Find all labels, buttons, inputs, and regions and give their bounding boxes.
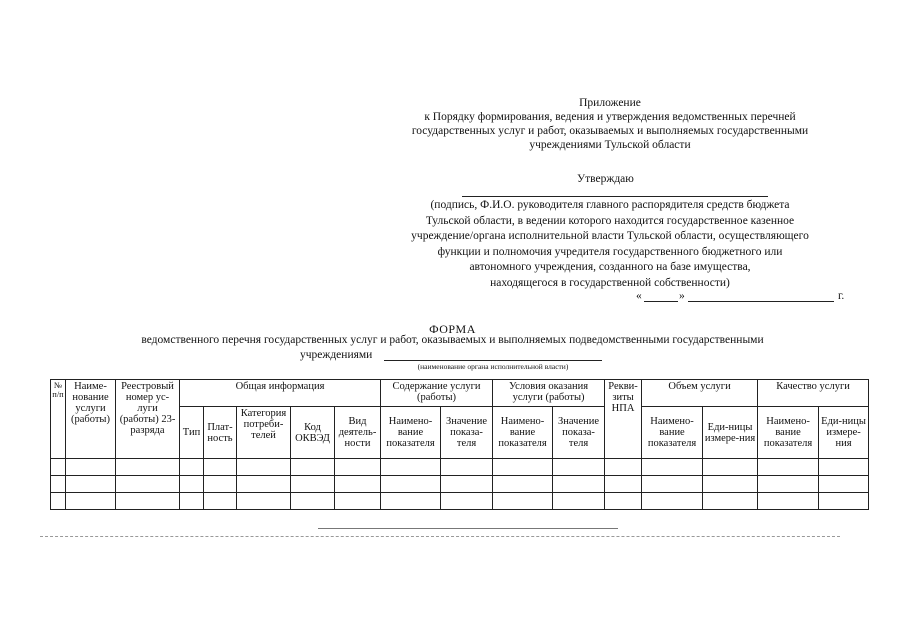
appendix-block [380, 96, 840, 152]
services-table [50, 379, 869, 510]
group-general-header: Общая информация [180, 380, 381, 407]
signature-line-1: (подпись, Ф.И.О. руководителя главного распорядителя средств бюджета [430, 199, 790, 211]
content-indicator-value-header: Значение показа-теля [441, 407, 493, 459]
col-name-header: Наиме-нование услуги (работы) [66, 380, 116, 459]
general-okved-header: Код ОКВЭД [291, 407, 335, 459]
group-volume-header: Объем услуги [642, 380, 758, 407]
appendix-title: Приложение [579, 97, 641, 109]
quality-indicator-name-header: Наимено-вание показателя [758, 407, 819, 459]
signature-line-3: учреждение/органа исполнительной власти Тульской области, осуществляющего [411, 230, 809, 242]
scan-artifact-line [318, 528, 618, 529]
volume-unit-header: Еди-ницы измере-ния [703, 407, 758, 459]
form-subtitle-line-1: ведомственного перечня государственных услуг и работ, оказываемых и выполняемых подведомственными государственными [141, 334, 764, 346]
approve-label: Утверждаю [577, 173, 634, 185]
table-row [51, 459, 869, 476]
date-year-suffix: г. [838, 290, 845, 302]
general-type-header: Тип [180, 407, 204, 459]
signature-line-6: находящегося в государственной собственности) [490, 276, 730, 289]
conditions-indicator-value-header: Значение показа-теля [553, 407, 605, 459]
signature-line-2: Тульской области, в ведении которого находится государственное казенное [425, 214, 795, 227]
general-consumers-header: Категория потреби-телей [237, 407, 291, 459]
group-quality-header: Качество услуги [758, 380, 869, 407]
date-close-quote: » [679, 290, 685, 302]
content-indicator-name-header: Наимено-вание показателя [381, 407, 441, 459]
date-open-quote: « [636, 290, 642, 302]
agency-underline [384, 360, 602, 361]
table-row [51, 493, 869, 510]
signature-underline [462, 196, 768, 197]
table-row [51, 476, 869, 493]
general-activity-header: Вид деятель-ности [335, 407, 381, 459]
signature-line-4: функции и полномочия учредителя государственного бюджетного или [437, 245, 783, 258]
signature-block [380, 198, 840, 291]
date-day-underline [644, 301, 678, 302]
agency-caption: (наименование органа исполнительной власти) [417, 362, 569, 371]
date-month-underline [688, 301, 834, 302]
appendix-line-4: учреждениями Тульской области [529, 139, 691, 151]
general-paid-header: Плат-ность [204, 407, 237, 459]
signature-line-5: автономного учреждения, созданного на базе имущества, [469, 261, 751, 273]
scan-artifact-line [40, 536, 840, 537]
appendix-line-3: государственных услуг и работ, оказываемых и выполняемых государственными [411, 125, 809, 137]
col-number-header: № п/п [51, 380, 66, 459]
col-registry-header: Реестровый номер ус-луги (работы) 23-разряда [116, 380, 180, 459]
group-content-header: Содержание услуги (работы) [381, 380, 493, 407]
form-title: ФОРМА [429, 322, 476, 336]
quality-unit-header: Еди-ницы измере-ния [819, 407, 869, 459]
appendix-line-2: к Порядку формирования, ведения и утверждения ведомственных перечней [424, 111, 796, 123]
volume-indicator-name-header: Наимено-вание показателя [642, 407, 703, 459]
conditions-indicator-name-header: Наимено-вание показателя [493, 407, 553, 459]
col-npa-header: Рекви-зиты НПА [605, 380, 642, 459]
group-conditions-header: Условия оказания услуги (работы) [493, 380, 605, 407]
form-subtitle-line-2: учреждениями [300, 349, 373, 361]
table-header-row-1 [51, 380, 869, 407]
